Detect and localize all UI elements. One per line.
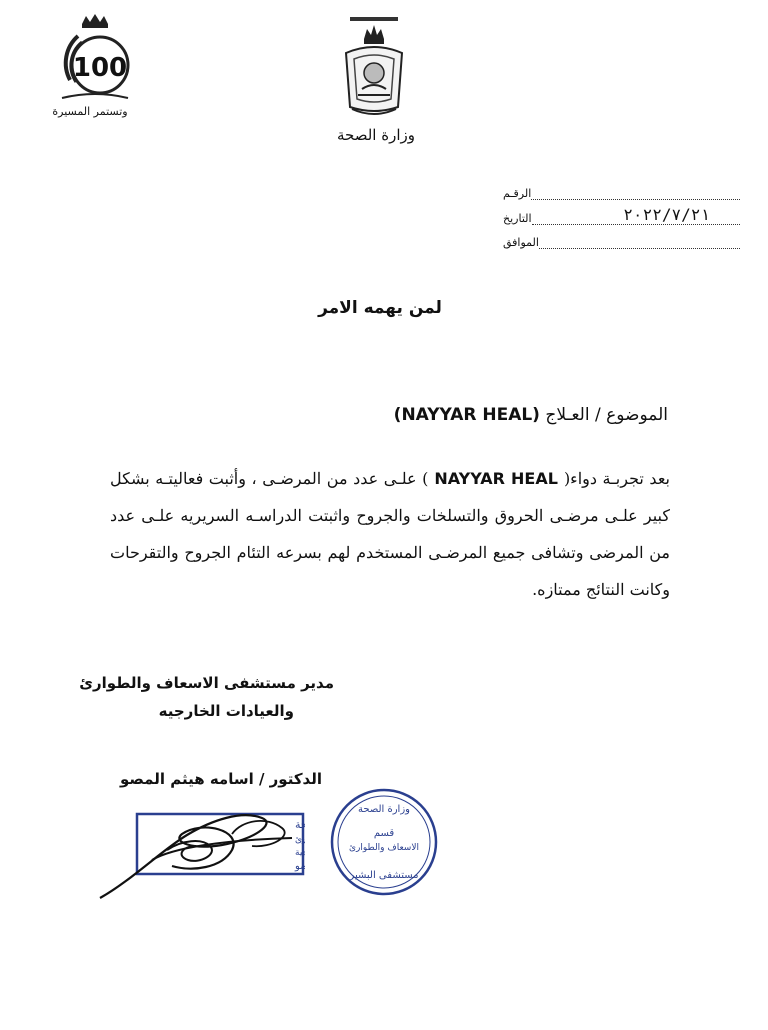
- round-stamp-mid1: قسم: [373, 828, 395, 839]
- reference-date-line: [532, 205, 740, 225]
- stamp-line4: و: [295, 861, 301, 872]
- reference-number-line: [531, 187, 740, 200]
- signatory-title-line2: والعيادات الخارجيه: [158, 702, 294, 720]
- stamp-line1: حة: [295, 818, 305, 831]
- reference-date-label: التاريخ: [503, 212, 532, 225]
- reference-number-label: الرقـم: [503, 187, 532, 200]
- subject-label: الموضوع / العـلاج: [545, 405, 668, 425]
- round-official-stamp: [328, 786, 440, 898]
- round-stamp-mid2: الاسعاف والطوارئ: [349, 843, 419, 853]
- body-text-part2: ) علـى عدد من المرضـى ، وأثبت فعاليتـه بشكل كبير علـى مرضـى الحروق والتسلخات والجروح واثبتت الدراسـه السريريه علـى عدد من المرضى وتشافى جميع المرضـى المستخدم لهم بسرعه التئام الجروح والتقرحات وكانت النتائج ممتازه.: [110, 469, 670, 599]
- centennial-number: 100: [72, 53, 128, 83]
- ministry-name: وزارة الصحة: [337, 126, 415, 144]
- round-stamp-top: وزارة الصحة: [358, 804, 410, 815]
- reference-corresponding-row: [500, 229, 740, 249]
- letter-body: [110, 460, 670, 608]
- body-product-name: NAYYAR HEAL: [428, 469, 564, 488]
- stamp-line3: ية: [295, 848, 303, 858]
- reference-number-row: [500, 180, 740, 200]
- body-text-part1: بعد تجربـة دواء(: [563, 469, 670, 488]
- reference-date-value: ٢٠٢٢/٧/٢١: [623, 205, 710, 224]
- reference-corresponding-line: [539, 236, 740, 249]
- reference-corresponding-label: الموافق: [503, 236, 539, 249]
- coat-of-arms-emblem: [336, 15, 412, 120]
- subject-product-name: (NAYYAR HEAL): [393, 405, 540, 425]
- handwritten-signature: [92, 790, 312, 905]
- round-stamp-bottom: مستشفى البشير: [349, 870, 419, 881]
- signatory-name: الدكتور / اسامه هيثم المصو: [119, 770, 322, 788]
- reference-date-row: [500, 205, 740, 225]
- stamp-line2: رئ: [295, 835, 305, 845]
- letter-addressee: لمن يهمه الامر: [318, 298, 442, 318]
- centennial-caption: وتستمر المسيرة: [52, 105, 128, 118]
- subject-line: [394, 405, 668, 425]
- signatory-title-line1: مدير مستشفى الاسعاف والطوارئ: [79, 674, 334, 692]
